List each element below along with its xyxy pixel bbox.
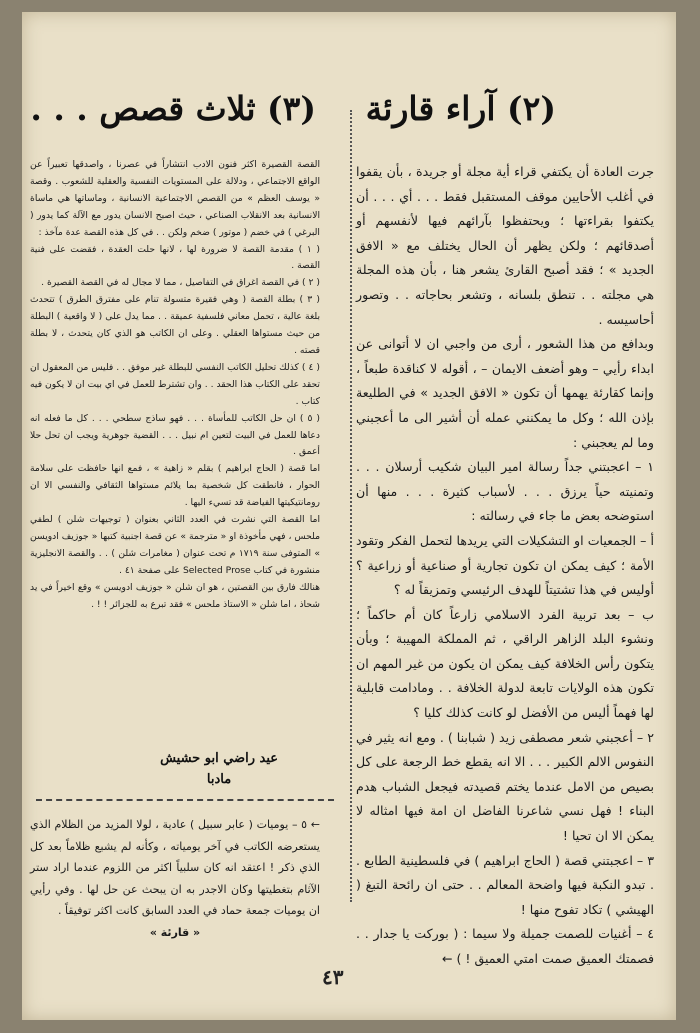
article-title-three-stories: (٣) ثلاث قصص . . . xyxy=(30,89,316,128)
paragraph: ب – بعد تربية الفرد الاسلامي زارعاً كان أم حاكماً ؛ ونشوء البلد الزاهر الراقي ، ثم المملكة المهيبة ؛ وبأن يتكون رأس الخلافة كيف يمكن ان يكون من غير المهم ان تكون هذه الولايات تابعة لدولة الخلافة . . ومادامت قابلية لها فهماً أليس من الأفضل لو كانت كذلك كليا ؟ xyxy=(356,606,654,721)
paragraph: ( ١ ) مقدمة القصة لا ضرورة لها ، لانها حلت العقدة ، فقضت على فنية القصة . xyxy=(30,243,320,272)
paragraph: ( ٤ ) كذلك تحليل الكاتب النفسي للبطلة غير موفق . . فليس من المعقول ان تحقد على الكتاب هذا الحقد . . وان تشترط للعمل في اي بيت ان لا يكون فيه كتاب . xyxy=(30,361,320,407)
column-divider xyxy=(350,110,352,902)
paragraph: وبدافع من هذا الشعور ، أرى من واجبي ان لا أتوانى عن ابداء رأيي – وهو أضعف الايمان – ، أقوله لا كناقدة طبعاً ، وإنما كقارئة يهمها أن تكون « الافق الجديد » في الطليعة بإذن الله ؛ وكل ما يمكنني عمله أن أشير الى ما أعجبني وما لم يعجبني : xyxy=(356,336,654,450)
paragraph: اما القصة التي نشرت في العدد الثاني بعنوان ( توجيهات شلن ) لطفي ملحس ، فهي مأخوذة او « مترجمة » عن قصة اجنبية كتبها « جوزيف ادويسن » المتوفى سنة ١٧١٩ م تحت عنوان ( مغامرات شلن ) . . والقصة الانجليزية منشورة في كتاب Selected Prose على صفحة ٤١ . xyxy=(30,514,321,576)
page-number: ٤٣ xyxy=(322,965,344,989)
paragraph: جرت العادة أن يكتفي قراء أية مجلة أو جريدة ، بأن يقفوا في أغلب الأحايين موقف المستقبل فقط . . . أي . . . أن يكتفوا بقراءتها ؛ ويحتفظوا بآرائهم فيها لأنفسهم أو أصدقائهم ؛ ولكن يظهر أن الحال يختلف مع « الافق الجديد » ؛ فقد أصبح القارئ يشعر هنا ، بأن هذه المجلة هي مجلته . . تنطق بلسانه ، وتشعر بحاجاته . . وتصور أحاسيسه . xyxy=(356,164,654,327)
note-text: ← ٥ – يوميات ( عابر سبيل ) عادية ، لولا المزيد من الظلام الذي يستعرضه الكاتب في آخر يومياته ، وكأنه لم يشبع ظلاماً بعد كل الذي ذكر ! اعتقد انه كان سلبياً اكثر من اللزوم عندما اراد ستر الآثام بتغطيتها وكان الاجدر به ان يبحث عن حل لها . وفي رأيي ان يوميات جمعة حماد في العدد السابق كانت اكثر توفيقاً . xyxy=(30,818,320,917)
author-place: مادبا xyxy=(206,772,232,787)
section-divider xyxy=(36,799,334,801)
paragraph: القصة القصيرة اكثر فنون الادب انتشاراً في عصرنا ، واصدقها تعبيراً عن الواقع الاجتماعي ، ودلالة على المستويات النفسية والعقلية للشعوب . وقصة « يوسف العظم » من القصص الاجتماعية الانسانية ، وماساتها هي ماساة الانسانية بعد الانقلاب الصناعي ، حيث اصبح الانسان يدور مع الآلة كما يدور ( البرغي ) في خضم ( موتور ) ضخم ولكن . . في كل هذه القصة عدة مآخذ : xyxy=(30,159,320,238)
paragraph: هنالك فارق بين القصتين ، هو ان شلن « جوزيف ادويسن » وقع اخيراً في يد شحاذ ، اما شلن « الاستاذ ملحس » فقد تبرع به للجزائر ! ! . xyxy=(30,581,320,610)
paragraph: اما قصة ( الحاج ابراهيم ) بقلم « زاهية » ، فمع انها حافظت على سلامة الحوار ، فانطقت كل شخصية بما يلائم مستواها الثقافي والنفسي الا ان رومانتيكيتها الفياضة قد تسيء اليها . xyxy=(30,463,320,509)
paragraph: ١ – اعجبتني جداً رسالة امير البيان شكيب أرسلان . . . وتمنيته حياً يرزق . . . لأسباب كثيرة . . . منها أن استوضحه بعض ما جاء في رسالته : xyxy=(356,459,654,524)
author-signature xyxy=(160,748,278,790)
paragraph: ( ٥ ) ان حل الكاتب للمأساة . . . فهو ساذج سطحي . . . كل ما فعله انه دعاها للعمل في البيت لتعين ام نبيل . . . القضية جوهرية ويجب ان تحل حلا أعمق . xyxy=(30,412,320,458)
paragraph: ٤ – أغنيات للصمت جميلة ولا سيما : ( بوركت يا جدار . . فصمتك العميق صمت امتي العميق ! ) ← xyxy=(356,926,654,966)
magazine-page xyxy=(22,12,676,1020)
note-signature: « قارئة » xyxy=(149,925,201,939)
paragraph: ( ٢ ) في القصة اغراق في التفاصيل ، مما لا مجال له في القصة القصيرة . xyxy=(41,277,320,289)
paragraph: ( ٣ ) بطلة القصة ( وهي فقيرة متسولة تنام على مفترق الطرق ) تتحدث بلغة عالية ، تحمل معاني فلسفية عميقة . . مما يدل على ( لا واقعية ) البطلة من حيث مستواها العقلي . وعلى ان الكاتب هو الذي كان يتحدث ، لا بطلة قصته . xyxy=(30,294,320,356)
article-body-three-stories xyxy=(30,157,320,613)
paragraph: ٢ – أعجبني شعر مصطفى زيد ( شبابنا ) . ومع انه يثير في النفوس الالم الكبير . . . الا انه يقطع خط الرجعة على كل بصيص من الامل عندما يختم قصيدته فيجعل الشباب هدم البناء ! فهل نسي شاعرنا الفاضل ان امة فيها امثاله لا يمكن الا ان تحيا ! xyxy=(355,729,654,844)
article-body-reader-opinions xyxy=(356,160,654,972)
author-name: عيد راضي ابو حشيش xyxy=(160,751,278,766)
paragraph: ٣ – اعجبتني قصة ( الحاج ابراهيم ) في فلسطينية الطابع . . تبدو النكبة فيها واضحة المعالم . . حتى ان رائحة التبغ ( الهيشي ) تكاد تفوح منها ! xyxy=(356,852,654,917)
article-title-reader-opinions: (٢) آراء قارئة xyxy=(365,89,556,128)
paragraph: أ – الجمعيات او التشكيلات التي يريدها لتحمل الفكر وتقود الأمة ؛ كيف يمكن ان تكون تجارية أو صناعية أو زراعية ؟ أوليس في هذا تشتيتاً للهدف الرئيسي وتمزيقاً له ؟ xyxy=(356,532,654,598)
continued-note xyxy=(30,814,320,943)
